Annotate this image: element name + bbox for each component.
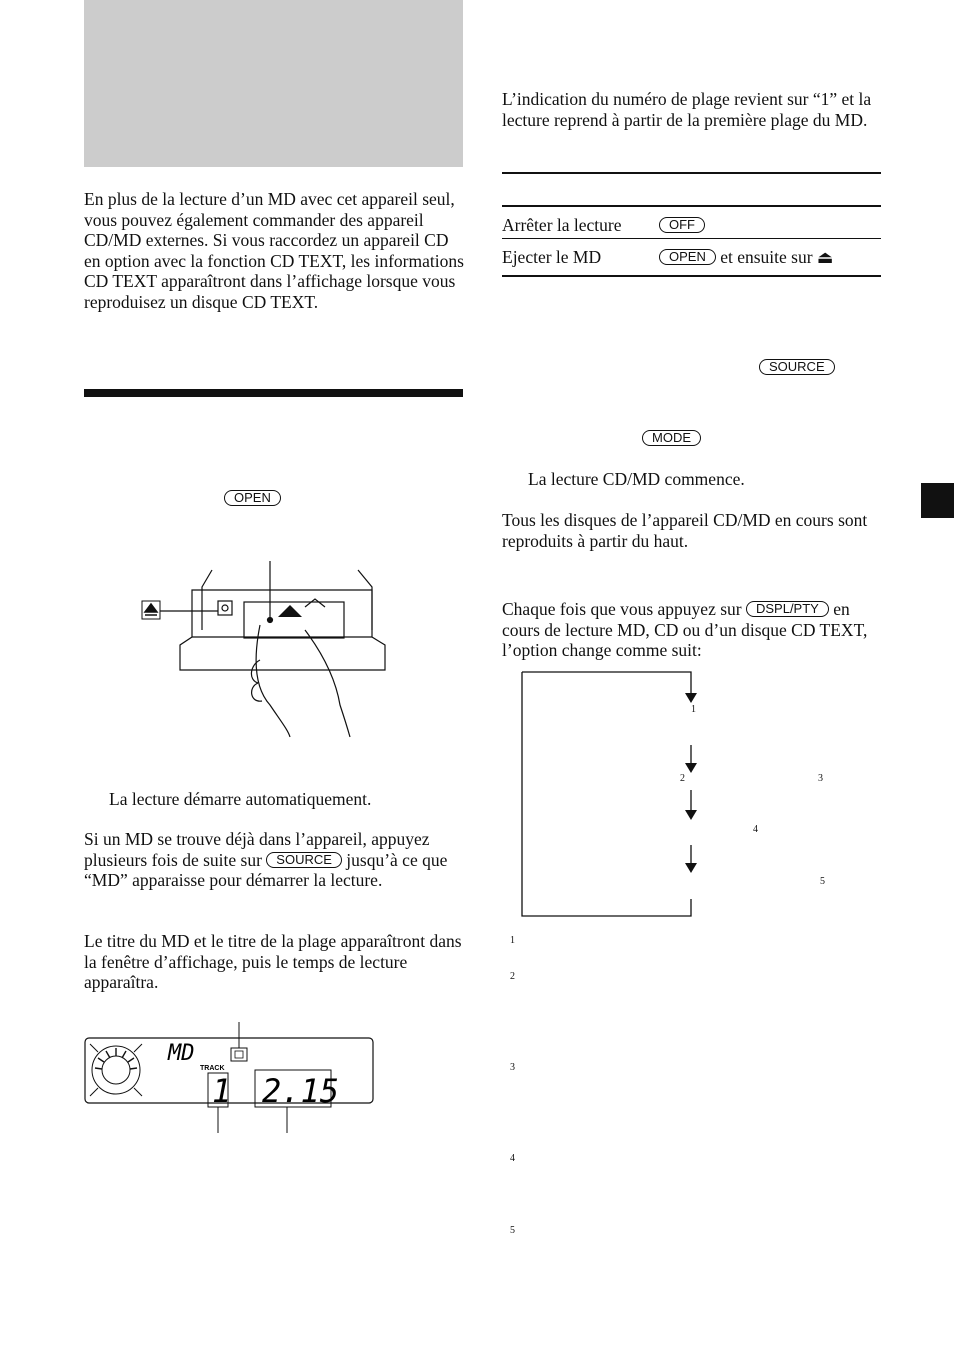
- table-row: [502, 215, 881, 236]
- lcd-source: MD: [168, 1041, 195, 1066]
- table-action: Ejecter le MD: [502, 247, 602, 267]
- table-bottom-rule: [502, 275, 881, 277]
- table-row-divider: [502, 238, 881, 239]
- eject-suffix: et ensuite sur ⏏: [720, 247, 834, 267]
- footnote-marker: 1: [510, 935, 515, 946]
- chapter-edge-tab: [921, 483, 954, 518]
- table-top-rule: [502, 172, 881, 174]
- dspl-paragraph: [502, 599, 884, 661]
- mode-key: MODE: [642, 430, 701, 446]
- open-key: OPEN: [224, 490, 281, 506]
- section-header-block: [84, 0, 463, 167]
- md-insert-illustration: [140, 555, 390, 740]
- open-key: OPEN: [659, 249, 716, 265]
- lcd-track-number: 1: [212, 1072, 232, 1110]
- intro-paragraph: En plus de la lecture d’un MD avec cet appareil seul, vous pouvez également commander des appareil CD/MD externes. Si vous raccordez un appareil CD en option avec la fonction CD TEXT, les informations CD TEXT apparaîtront dans l’affichage lorsque vous reproduisez un disque CD TEXT.: [84, 189, 464, 312]
- table-row: [502, 247, 881, 268]
- md-present-text-1: Si un MD se trouve déjà dans l’appareil, appuyez plusieurs fois de suite sur: [84, 829, 430, 870]
- footnote-marker: 4: [510, 1153, 515, 1164]
- dspl-text-2: en cours de lecture MD, CD ou d’un disque CD TEXT, l’option change comme suit:: [502, 599, 868, 660]
- dspl-pty-key: DSPL/PTY: [746, 601, 829, 617]
- footnote-marker: 2: [510, 971, 515, 982]
- table-action: Arrêter la lecture: [502, 215, 622, 235]
- display-cycle-diagram: [515, 665, 845, 925]
- flow-note: 1: [691, 704, 696, 715]
- flow-note: 5: [820, 876, 825, 887]
- section-divider-thick: [84, 389, 463, 397]
- footnote-marker: 5: [510, 1225, 515, 1236]
- source-key: SOURCE: [759, 359, 835, 375]
- dspl-text-1: Chaque fois que vous appuyez sur: [502, 599, 742, 619]
- lcd-time: 2.15: [262, 1072, 340, 1110]
- footnote-marker: 3: [510, 1062, 515, 1073]
- off-key: OFF: [659, 217, 705, 233]
- lcd-track-label: TRACK: [200, 1065, 225, 1072]
- flow-note: 2: [680, 773, 685, 784]
- eject-instruction: [659, 247, 833, 268]
- md-present-paragraph: [84, 829, 459, 891]
- source-key: SOURCE: [266, 852, 342, 868]
- flow-note: 4: [753, 824, 758, 835]
- table-header-rule: [502, 205, 881, 207]
- autoplay-text: La lecture démarre automatiquement.: [109, 789, 372, 809]
- track-return-paragraph: L’indication du numéro de plage revient sur “1” et la lecture reprend à partir de la première plage du MD.: [502, 89, 872, 130]
- md-present-text-2: jusqu’à ce que “MD” apparaisse pour démarrer la lecture.: [84, 849, 448, 890]
- lcd-display-illustration: [84, 1018, 376, 1138]
- title-info-paragraph: Le titre du MD et le titre de la plage apparaîtront dans la fenêtre d’affichage, puis le temps de lecture apparaîtra.: [84, 931, 462, 992]
- all-discs-paragraph: Tous les disques de l’appareil CD/MD en cours sont reproduits à partir du haut.: [502, 510, 868, 551]
- cdmd-start-text: La lecture CD/MD commence.: [528, 469, 745, 489]
- flow-note: 3: [818, 773, 823, 784]
